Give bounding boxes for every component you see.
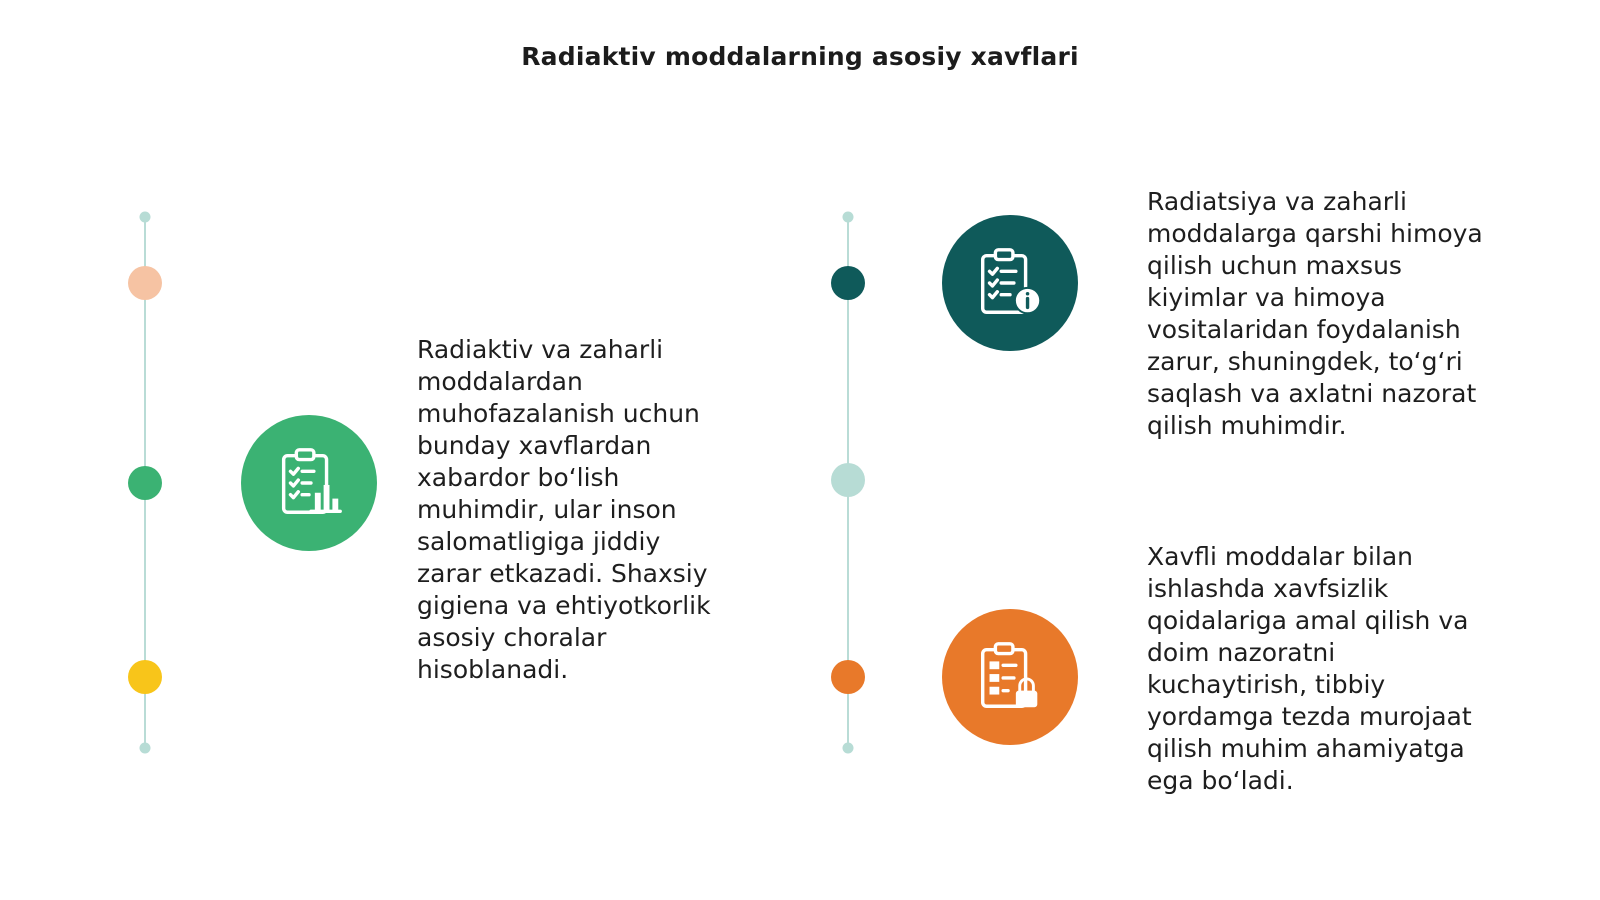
left-timeline-yellow-node xyxy=(128,660,162,694)
clipboard-lock-icon xyxy=(942,609,1078,745)
right-timeline-teal-node xyxy=(831,266,865,300)
left-timeline-peach-node xyxy=(128,266,162,300)
item-text-2: Radiatsiya va zaharli moddalarga qarshi himoya qilish uchun maxsus kiyimlar va himoya vositalaridan foydalanish zarur, shuningdek, to‘g‘ri saqlash va axlatni nazorat qilish muhimdir. xyxy=(1147,187,1483,440)
item-text-3: Xavfli moddalar bilan ishlashda xavfsizlik qoidalariga amal qilish va doim nazoratni kuchaytirish, tibbiy yordamga tezda murojaat qilish muhim ahamiyatga ega bo‘ladi. xyxy=(1147,542,1472,795)
right-timeline-orange-node xyxy=(831,660,865,694)
left-timeline-green-node xyxy=(128,466,162,500)
clipboard-info-icon xyxy=(942,215,1078,351)
right-timeline-start-dot xyxy=(843,212,854,223)
right-timeline-light-teal-node xyxy=(831,463,865,497)
clipboard-chart-icon xyxy=(241,415,377,551)
left-timeline-start-dot xyxy=(140,212,151,223)
right-timeline-end-dot xyxy=(843,743,854,754)
page-title: Radiaktiv moddalarning asosiy xavflari xyxy=(521,42,1079,71)
item-text-1: Radiaktiv va zaharli moddalardan muhofazalanish uchun bunday xavflardan xabardor bo‘lish muhimdir, ular inson salomatligiga jiddiy zarar etkazadi. Shaxsiy gigiena va ehtiyotkorlik asosiy choralar hisoblanadi. xyxy=(417,335,711,684)
left-timeline-end-dot xyxy=(140,743,151,754)
